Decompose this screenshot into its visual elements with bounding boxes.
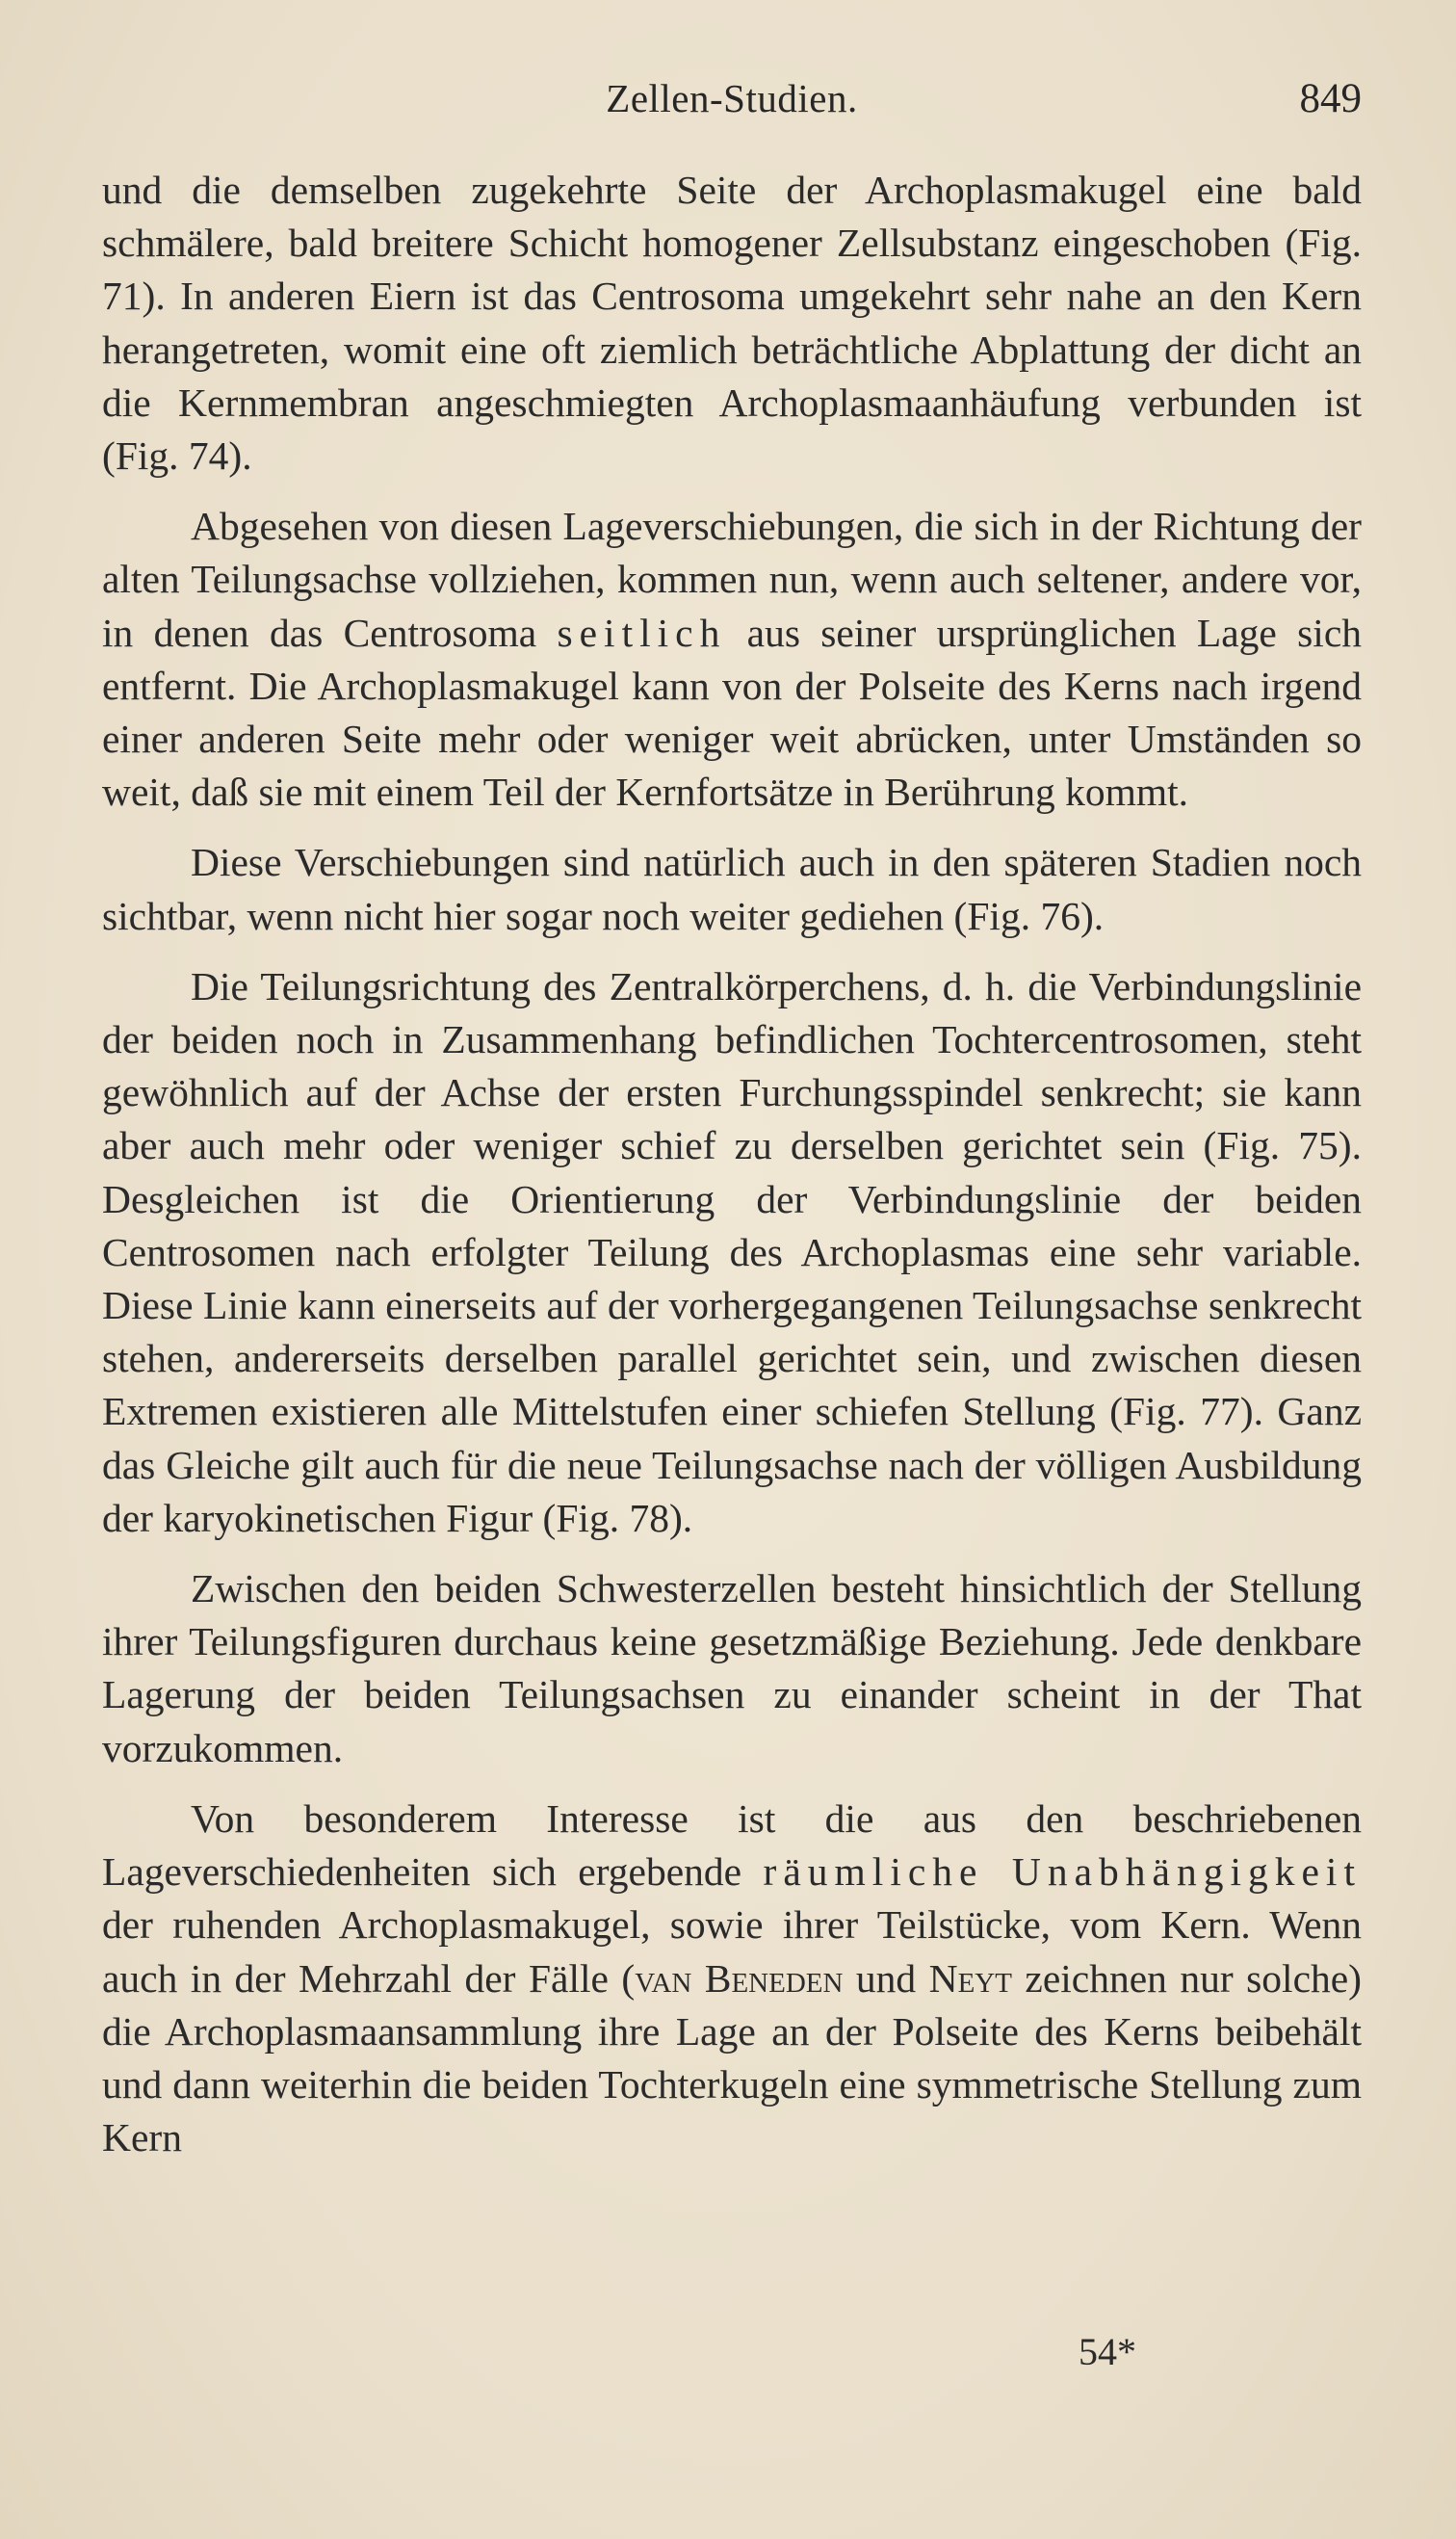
page-header <box>102 75 1362 143</box>
page-number: 849 <box>1299 76 1362 121</box>
body-text <box>102 164 1362 2182</box>
paragraph-6-text-c: und <box>843 1955 929 2001</box>
author-van-beneden: van Beneden <box>635 1955 844 2001</box>
running-title: Zellen-Studien. <box>606 76 858 120</box>
paragraph-2 <box>102 500 1362 819</box>
paragraph-3: Diese Verschiebungen sind natürlich auch in den späteren Stadien noch sichtbar, wenn nicht hier sogar noch weiter gediehen (Fig. 76). <box>102 840 1362 938</box>
signature-mark: 54* <box>1079 2330 1136 2373</box>
paragraph-6-text-a: Von besonderem Interesse ist die aus den beschriebenen Lageverschiedenheiten sich ergebende <box>102 1795 1362 1895</box>
paragraph-2-text-b: aus seiner ursprünglichen Lage sich entfernt. Die Archoplasmakugel kann von der Polseite des Kerns nach irgend einer anderen Seite mehr oder weniger weit abrücken, unter Umständen so weit, daß sie mit einem Teil der Kernfortsätze in Berührung kommt. <box>102 610 1363 815</box>
paragraph-6-text-d: zeichnen nur solche) die Archoplasmaansammlung ihre Lage an der Polseite des Kerns beibehält und dann weiterhin die beiden Tochterkugeln eine symmetrische Stellung zum Kern <box>102 1955 1362 2160</box>
paragraph-6 <box>102 1793 1362 2164</box>
emphasis-raeumliche-unabhaengigkeit: räumliche Unabhängigkeit <box>763 1849 1362 1895</box>
paragraph-2-text-a: Abgesehen von diesen Lageverschiebungen, die sich in der Richtung der alten Teilungsachse vollziehen, kommen nun, wenn auch seltener, andere vor, in denen das Centrosoma <box>102 504 1362 655</box>
paragraph-5: Zwischen den beiden Schwesterzellen besteht hinsichtlich der Stellung ihrer Teilungsfiguren durchaus keine gesetzmäßige Beziehung. Jede denkbare Lagerung der beiden Teilungsachsen zu einander scheint in der That vorzukommen. <box>102 1566 1362 1770</box>
author-neyt: Neyt <box>928 1955 1012 2001</box>
emphasis-seitlich: seitlich <box>557 610 727 655</box>
paragraph-1: und die demselben zugekehrte Seite der Archoplasmakugel eine bald schmälere, bald breitere Schicht homogener Zellsubstanz eingeschoben (Fig. 71). In anderen Eiern ist das Centrosoma umgekehrt sehr nahe an den Kern herangetreten, womit eine oft ziemlich beträchtliche Abplattung der dicht an die Kernmembran angeschmiegten Archoplasmaanhäufung verbunden ist (Fig. 74). <box>102 168 1362 479</box>
paragraph-6-text-b: der ruhenden Archoplasmakugel, sowie ihrer Teilstücke, vom Kern. Wenn auch in der Mehrzahl der Fälle ( <box>102 1902 1362 2001</box>
paragraph-4: Die Teilungsrichtung des Zentralkörperchens, d. h. die Verbindungslinie der beiden noch in Zusammenhang befindlichen Tochtercentrosomen, steht gewöhnlich auf der Achse der ersten Furchungsspindel senkrecht; sie kann aber auch mehr oder weniger schief zu derselben gerichtet sein (Fig. 75). Desgleichen ist die Orientierung der Verbindungslinie der beiden Centrosomen nach erfolgter Teilung des Archoplasmas eine sehr variable. Diese Linie kann einerseits auf der vorhergegangenen Teilungsachse senkrecht stehen, andererseits derselben parallel gerichtet sein, und zwischen diesen Extremen existieren alle Mittelstufen einer schiefen Stellung (Fig. 77). Ganz das Gleiche gilt auch für die neue Teilungsachse nach der völligen Ausbildung der karyokinetischen Figur (Fig. 78). <box>102 963 1362 1540</box>
